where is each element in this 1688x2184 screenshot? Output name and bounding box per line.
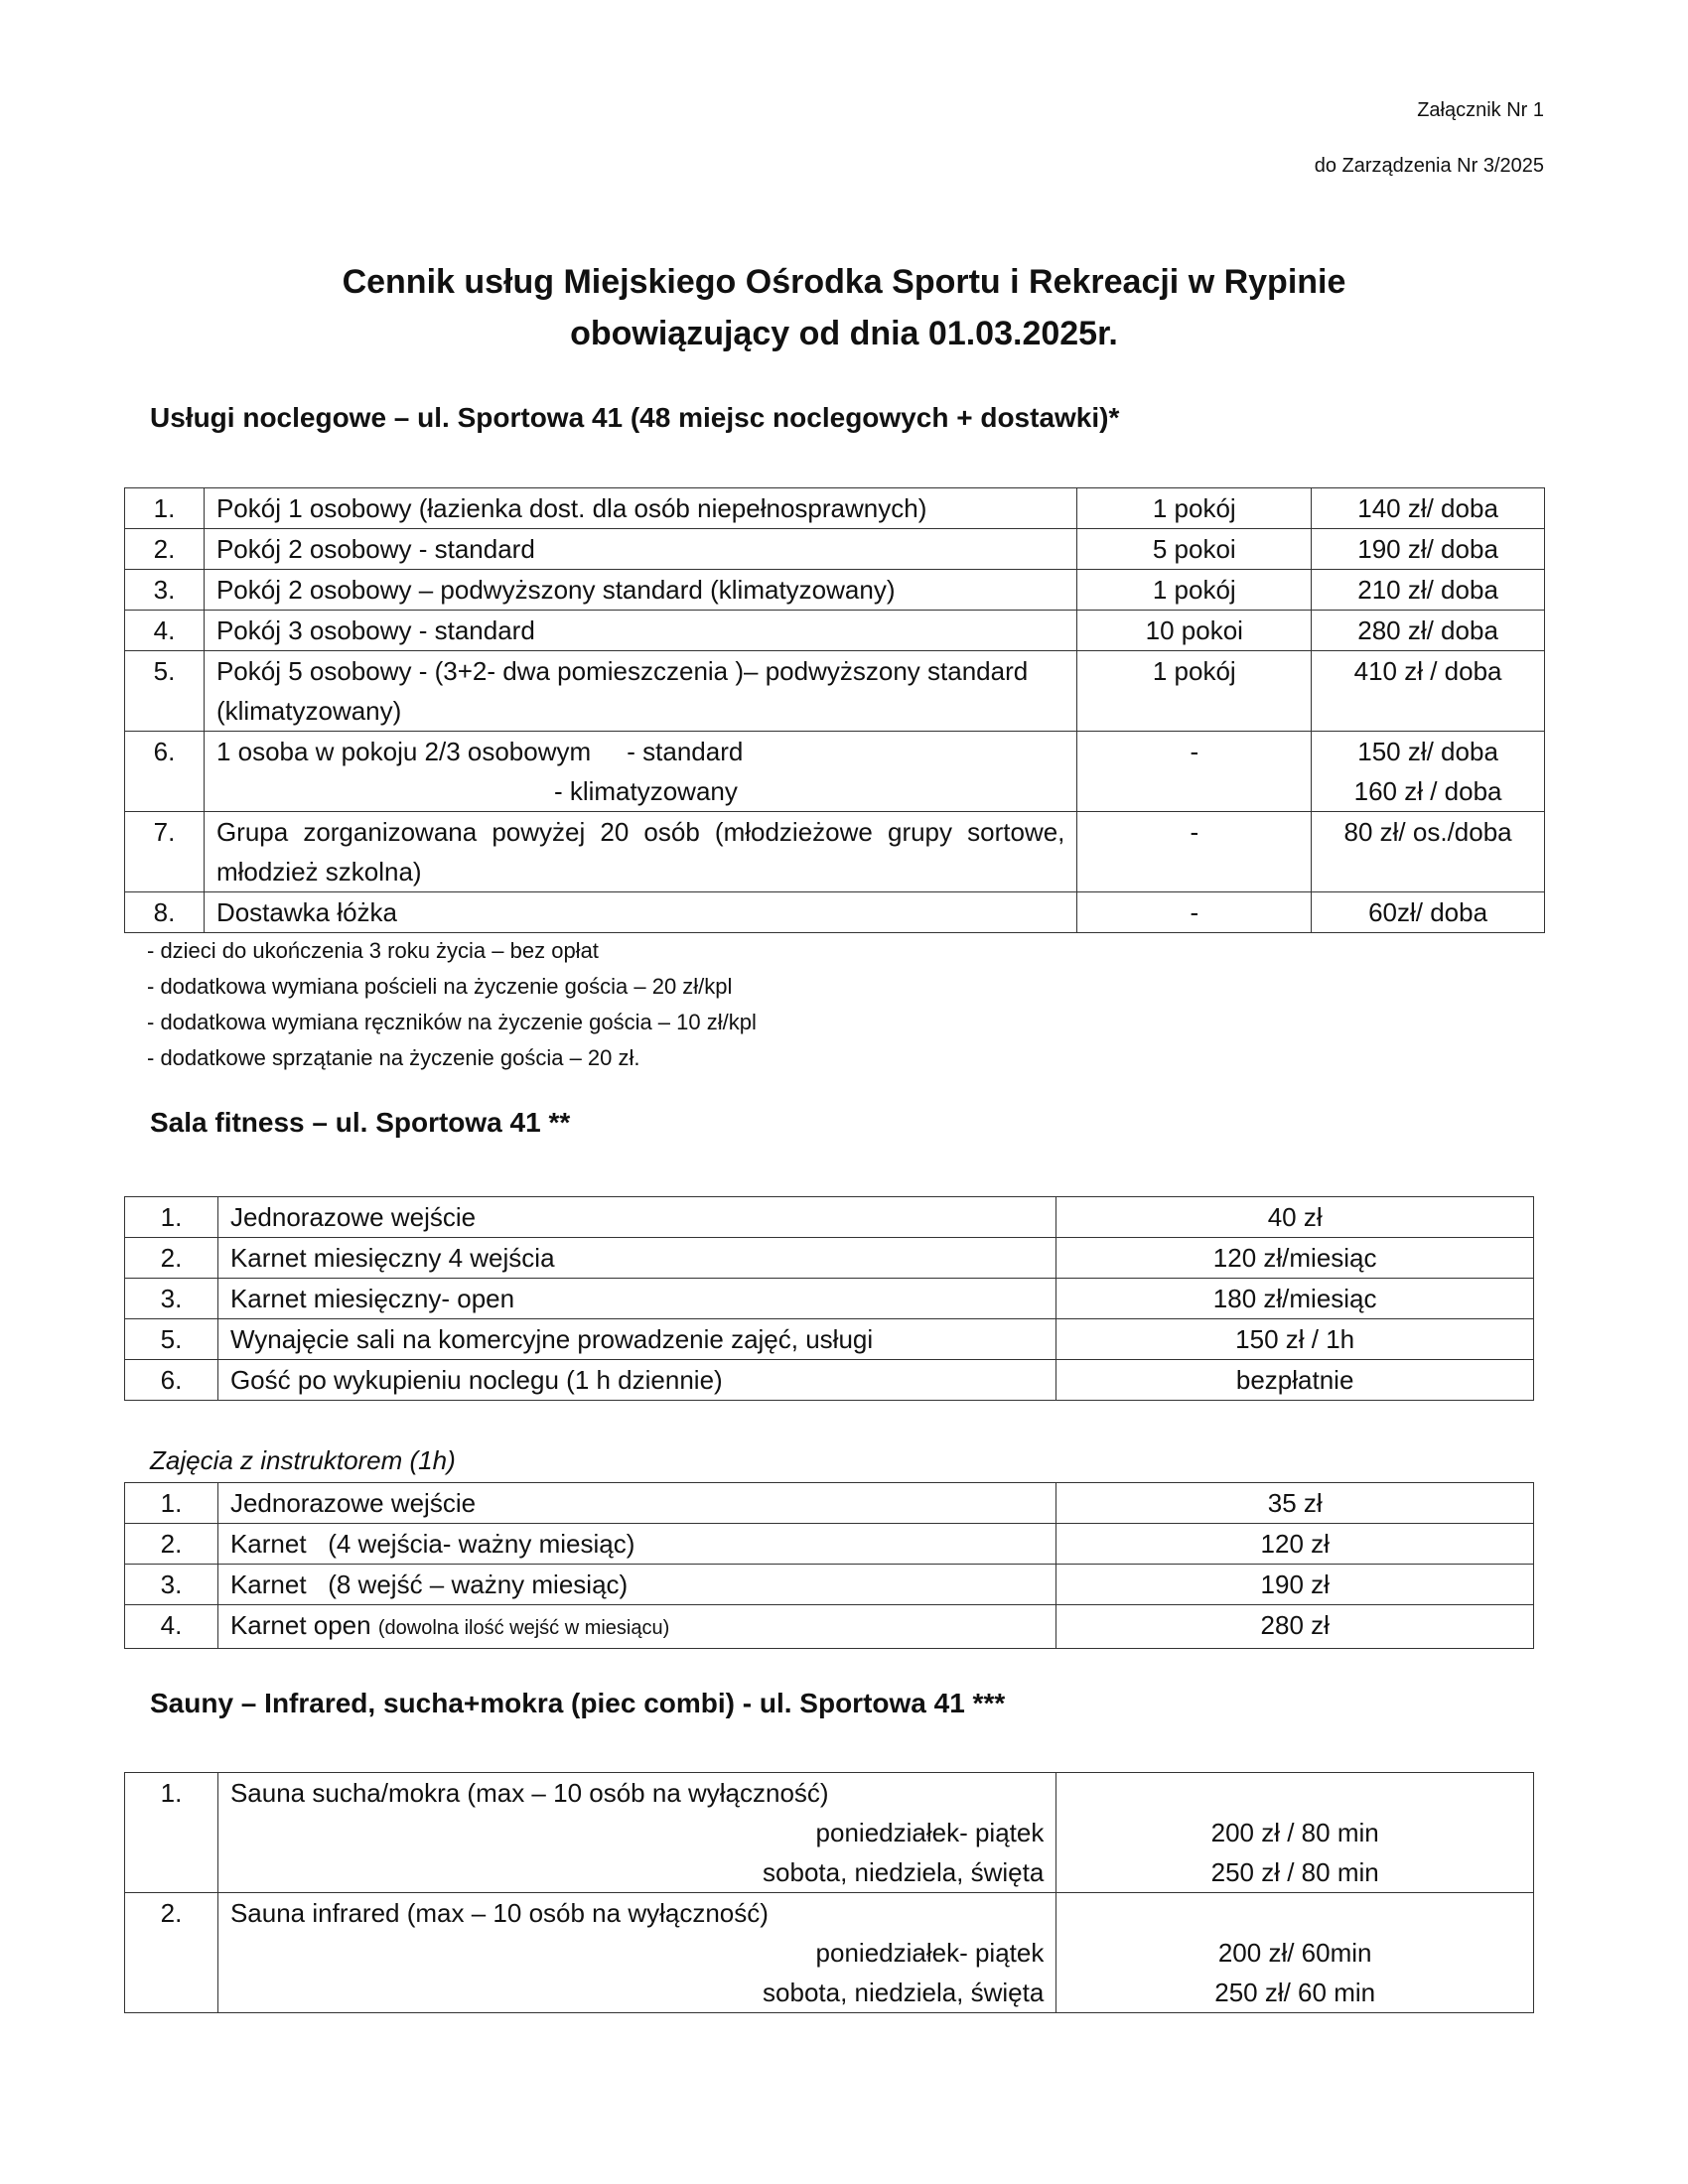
row-description bbox=[217, 1605, 1056, 1649]
table-row bbox=[125, 529, 1545, 570]
row-price: 35 zł bbox=[1056, 1483, 1534, 1524]
section-heading-saunas: Sauny – Infrared, sucha+mokra (piec combi) - ul. Sportowa 41 *** bbox=[150, 1688, 1006, 1718]
row-number: 2. bbox=[125, 529, 205, 570]
row-price bbox=[1056, 1773, 1534, 1893]
page-title bbox=[0, 256, 1688, 359]
weekday-price: 200 zł / 80 min bbox=[1210, 1818, 1379, 1847]
row-number: 7. bbox=[125, 812, 205, 892]
row-price: 180 zł/miesiąc bbox=[1056, 1279, 1534, 1319]
table-row bbox=[125, 1565, 1534, 1605]
table-row bbox=[125, 570, 1545, 611]
row-description: Pokój 2 osobowy – podwyższony standard (klimatyzowany) bbox=[204, 570, 1076, 611]
row-number: 4. bbox=[125, 611, 205, 651]
row-description: Pokój 3 osobowy - standard bbox=[204, 611, 1076, 651]
weekend-price: 250 zł/ 60 min bbox=[1214, 1978, 1376, 2007]
row-quantity: - bbox=[1077, 812, 1312, 892]
accommodation-table bbox=[124, 487, 1545, 933]
row-description bbox=[217, 1773, 1055, 1893]
row-description: Karnet miesięczny 4 wejścia bbox=[217, 1238, 1055, 1279]
row-number: 8. bbox=[125, 892, 205, 933]
row-number: 2. bbox=[125, 1893, 218, 2013]
note-item: - dodatkowa wymiana pościeli na życzenie gościa – 20 zł/kpl bbox=[147, 974, 733, 999]
weekend-price: 250 zł / 80 min bbox=[1210, 1857, 1379, 1887]
row-number: 1. bbox=[125, 488, 205, 529]
row-description: Pokój 5 osobowy - (3+2- dwa pomieszczenia )– podwyższony standard (klimatyzowany) bbox=[204, 651, 1076, 732]
row-description: Grupa zorganizowana powyżej 20 osób (młodzieżowe grupy sortowe, młodzież szkolna) bbox=[204, 812, 1076, 892]
row-description: Jednorazowe wejście bbox=[217, 1197, 1055, 1238]
fitness-table bbox=[124, 1196, 1534, 1401]
row-price: 80 zł/ os./doba bbox=[1312, 812, 1545, 892]
row-price: 120 zł/miesiąc bbox=[1056, 1238, 1534, 1279]
row-price: 210 zł/ doba bbox=[1312, 570, 1545, 611]
row-price: 190 zł/ doba bbox=[1312, 529, 1545, 570]
row-price bbox=[1056, 1893, 1534, 2013]
row-price: 60zł/ doba bbox=[1312, 892, 1545, 933]
row-description: Karnet (8 wejść – ważny miesiąc) bbox=[217, 1565, 1056, 1605]
weekend-label: sobota, niedziela, święta bbox=[763, 1978, 1045, 2007]
row-description: Karnet miesięczny- open bbox=[217, 1279, 1055, 1319]
section-heading-accommodation: Usługi noclegowe – ul. Sportowa 41 (48 miejsc noclegowych + dostawki)* bbox=[150, 402, 1120, 433]
note-item: - dodatkowa wymiana ręczników na życzenie gościa – 10 zł/kpl bbox=[147, 1010, 757, 1034]
sauna-name: Sauna infrared (max – 10 osób na wyłączność) bbox=[229, 1898, 769, 1928]
row-number: 3. bbox=[125, 570, 205, 611]
row-number: 4. bbox=[125, 1605, 218, 1649]
table-row bbox=[125, 812, 1545, 892]
weekday-price: 200 zł/ 60min bbox=[1217, 1938, 1372, 1968]
row-price: 280 zł/ doba bbox=[1312, 611, 1545, 651]
note-item: - dzieci do ukończenia 3 roku życia – bez opłat bbox=[147, 938, 599, 963]
row-quantity: 1 pokój bbox=[1077, 488, 1312, 529]
description-main: Karnet open bbox=[229, 1610, 371, 1640]
row-price: 140 zł/ doba bbox=[1312, 488, 1545, 529]
row-number: 3. bbox=[125, 1565, 218, 1605]
row-number: 3. bbox=[125, 1279, 218, 1319]
row-quantity: 10 pokoi bbox=[1077, 611, 1312, 651]
row-description bbox=[217, 1893, 1055, 2013]
row-description: Gość po wykupieniu noclegu (1 h dziennie) bbox=[217, 1360, 1055, 1401]
section-heading-fitness: Sala fitness – ul. Sportowa 41 ** bbox=[150, 1107, 571, 1138]
row-quantity: - bbox=[1077, 892, 1312, 933]
row-description: Jednorazowe wejście bbox=[217, 1483, 1056, 1524]
table-row bbox=[125, 892, 1545, 933]
row-number: 5. bbox=[125, 651, 205, 732]
table-row bbox=[125, 611, 1545, 651]
row-description bbox=[204, 732, 1076, 812]
row-quantity: 1 pokój bbox=[1077, 570, 1312, 611]
row-price bbox=[1312, 732, 1545, 812]
row-quantity: 1 pokój bbox=[1077, 651, 1312, 732]
note-item: - dodatkowe sprzątanie na życzenie gościa – 20 zł. bbox=[147, 1045, 640, 1070]
title-line-2: obowiązujący od dnia 01.03.2025r. bbox=[570, 315, 1118, 352]
table-row bbox=[125, 1773, 1534, 1893]
table-row bbox=[125, 1238, 1534, 1279]
table-row bbox=[125, 1279, 1534, 1319]
row-number: 2. bbox=[125, 1524, 218, 1565]
row-price: 280 zł bbox=[1056, 1605, 1534, 1649]
price-standard: 150 zł/ doba bbox=[1357, 737, 1498, 766]
instructor-classes-table bbox=[124, 1482, 1534, 1649]
row-description: Pokój 1 osobowy (łazienka dost. dla osób niepełnosprawnych) bbox=[204, 488, 1076, 529]
table-row bbox=[125, 1893, 1534, 2013]
row-price: bezpłatnie bbox=[1056, 1360, 1534, 1401]
table-row bbox=[125, 651, 1545, 732]
table-row bbox=[125, 1524, 1534, 1565]
title-line-1: Cennik usług Miejskiego Ośrodka Sportu i Rekreacji w Rypinie bbox=[342, 263, 1346, 301]
accommodation-notes bbox=[147, 933, 757, 1076]
instructor-classes-heading: Zajęcia z instruktorem (1h) bbox=[150, 1445, 456, 1475]
weekday-label: poniedziałek- piątek bbox=[815, 1938, 1045, 1968]
row-number: 1. bbox=[125, 1773, 218, 1893]
table-row bbox=[125, 1197, 1534, 1238]
row-quantity: 5 pokoi bbox=[1077, 529, 1312, 570]
row-number: 1. bbox=[125, 1483, 218, 1524]
weekday-label: poniedziałek- piątek bbox=[815, 1818, 1045, 1847]
table-row bbox=[125, 488, 1545, 529]
description-line-standard: 1 osoba w pokoju 2/3 osobowym - standard bbox=[215, 737, 744, 766]
row-number: 6. bbox=[125, 1360, 218, 1401]
row-description: Dostawka łóżka bbox=[204, 892, 1076, 933]
price-air-conditioned: 160 zł / doba bbox=[1353, 776, 1502, 806]
annex-label: Załącznik Nr 1 bbox=[1417, 99, 1544, 121]
table-row bbox=[125, 1360, 1534, 1401]
row-description: Wynajęcie sali na komercyjne prowadzenie zajęć, usługi bbox=[217, 1319, 1055, 1360]
row-number: 2. bbox=[125, 1238, 218, 1279]
row-price: 410 zł / doba bbox=[1312, 651, 1545, 732]
table-row bbox=[125, 732, 1545, 812]
order-reference: do Zarządzenia Nr 3/2025 bbox=[1314, 155, 1544, 177]
row-description: Pokój 2 osobowy - standard bbox=[204, 529, 1076, 570]
row-price: 150 zł / 1h bbox=[1056, 1319, 1534, 1360]
row-number: 6. bbox=[125, 732, 205, 812]
sauna-name: Sauna sucha/mokra (max – 10 osób na wyłączność) bbox=[229, 1778, 829, 1808]
table-row bbox=[125, 1605, 1534, 1649]
table-row bbox=[125, 1319, 1534, 1360]
row-price: 120 zł bbox=[1056, 1524, 1534, 1565]
description-detail: (dowolna ilość wejść w miesiącu) bbox=[377, 1617, 670, 1639]
row-description: Karnet (4 wejścia- ważny miesiąc) bbox=[217, 1524, 1056, 1565]
row-price: 40 zł bbox=[1056, 1197, 1534, 1238]
table-row bbox=[125, 1483, 1534, 1524]
row-number: 5. bbox=[125, 1319, 218, 1360]
row-number: 1. bbox=[125, 1197, 218, 1238]
row-quantity: - bbox=[1077, 732, 1312, 812]
row-price: 190 zł bbox=[1056, 1565, 1534, 1605]
saunas-table bbox=[124, 1772, 1534, 2013]
description-line-air-conditioned: - klimatyzowany bbox=[553, 776, 738, 806]
weekend-label: sobota, niedziela, święta bbox=[763, 1857, 1045, 1887]
